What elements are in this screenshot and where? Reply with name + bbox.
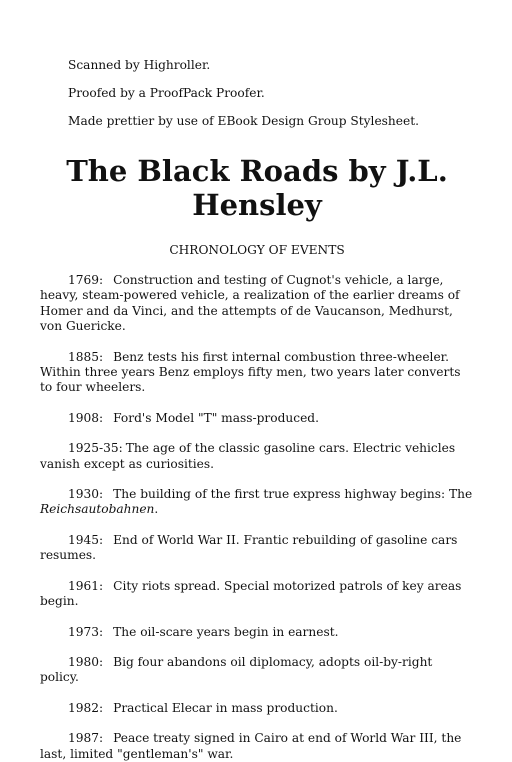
chronology-list bbox=[40, 273, 474, 762]
chronology-event bbox=[40, 350, 474, 396]
chronology-event bbox=[40, 731, 474, 762]
chronology-event bbox=[40, 487, 474, 518]
chronology-heading: CHRONOLOGY OF EVENTS bbox=[169, 243, 345, 257]
event-year: 1973: bbox=[68, 624, 104, 639]
event-text: Ford's Model "T" mass-produced. bbox=[113, 410, 319, 425]
event-year: 1769: bbox=[68, 273, 104, 287]
event-year: 1908: bbox=[68, 410, 104, 425]
event-text-italic: Reichsautobahnen bbox=[40, 502, 155, 517]
credit-scanned: Scanned by Highroller. bbox=[68, 58, 211, 72]
chronology-event bbox=[40, 441, 474, 472]
book-title bbox=[40, 154, 474, 222]
credits-block bbox=[40, 58, 474, 129]
book-title-line-1: The Black Roads by J.L. bbox=[66, 154, 448, 188]
chronology-event bbox=[40, 625, 474, 640]
event-text-tail: . bbox=[154, 502, 159, 517]
event-text: End of World War II. Frantic rebuilding of gasoline cars resumes. bbox=[40, 532, 458, 563]
event-text: The building of the first true express highway begins: The bbox=[113, 487, 473, 502]
event-text: The age of the classic gasoline cars. Electric vehicles vanish except as curiosities. bbox=[40, 441, 456, 471]
event-text: City riots spread. Special motorized patrols of key areas begin. bbox=[40, 578, 462, 609]
event-text: Benz tests his first internal combustion three-wheeler. Within three years Benz employs fifty men, two years later converts to four wheelers. bbox=[40, 349, 461, 395]
event-year: 1961: bbox=[68, 578, 104, 593]
event-year: 1982: bbox=[68, 700, 104, 715]
event-text: The oil-scare years begin in earnest. bbox=[113, 624, 339, 639]
chronology-event bbox=[40, 701, 474, 716]
event-text: Big four abandons oil diplomacy, adopts oil-by-right policy. bbox=[40, 654, 433, 685]
book-title-line-2: Hensley bbox=[192, 188, 322, 222]
event-year: 1885: bbox=[68, 349, 104, 364]
event-text: Peace treaty signed in Cairo at end of World War III, the last, limited "gentleman's" war. bbox=[40, 731, 462, 761]
event-year: 1925-35: bbox=[68, 441, 123, 456]
credit-stylesheet: Made prettier by use of EBook Design Group Stylesheet. bbox=[68, 114, 419, 128]
event-text: Practical Elecar in mass production. bbox=[113, 700, 338, 715]
event-text: Construction and testing of Cugnot's vehicle, a large, heavy, steam-powered vehicle, a realization of the earlier dreams of Homer and da Vinci, and the attempts of de Vaucanson, Medhurst, von Guericke. bbox=[40, 273, 460, 334]
event-year: 1987: bbox=[68, 731, 104, 746]
chronology-event bbox=[40, 533, 474, 564]
chronology-event bbox=[40, 655, 474, 686]
chronology-event bbox=[40, 273, 474, 335]
event-year: 1945: bbox=[68, 532, 104, 547]
credit-proofed: Proofed by a ProofPack Proofer. bbox=[68, 86, 265, 100]
event-year: 1980: bbox=[68, 654, 104, 669]
chronology-event bbox=[40, 579, 474, 610]
event-year: 1930: bbox=[68, 487, 104, 502]
chronology-event bbox=[40, 411, 474, 426]
